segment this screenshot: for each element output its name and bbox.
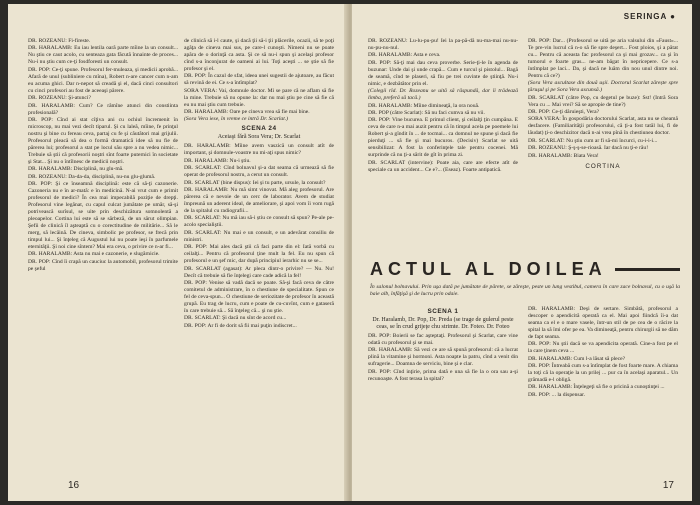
right-column-4	[528, 306, 678, 476]
dialogue-line: DR. POP: Ar fi de dorit să fii mai puţin indiscret...	[184, 322, 297, 329]
book-spread	[8, 4, 692, 501]
dialogue-line: DR. POP: Şi ce înseamnă disciplină: este că să-ţi cazonerie. Cazoneria nu e în ar-mată: e în medicină. N-ai vrut cum e primit profesorul de medici? În cea mai impecabilă poziţie de drepţi. Profesorul vine legănat, cu capul culcat jumătate pe umăr, să-şi potrivească surîsul, se uite prin deschizătura somnolentă a pleoapelor. Cortina lui este să se sărbeză, de un sărut olimpian. Şefii de clinică îl aşteaptă cu o corectitudine de militărie... Să le merg, să lecăină. De cineva, simbolic pe profesor, se frecă prin timpul lui... Şi înţeleg că Augustul lui nu poate ieşi în parfumele eternităţii. Şi noi cine sîntem? Mai era ceva, o privire ce n-ar fi...	[28, 181, 178, 250]
dialogue-line: DR. ROZEANU: Lu-lu-pu-pu! Iei la pa-pă-dă nu-ma-mai nu-nu-nu-pu-nu-nul.	[368, 38, 518, 51]
left-page	[8, 4, 348, 501]
dialogue-line: DR. HARALAMB: Eu iau lentila oară parte mîine la un consult... Nu ştiu ce caut acolo, cu senteaza gata făcută înnainte de proces... Nu-i nu ştiu cum ce-ţi fosdforesti un consult.	[28, 45, 178, 66]
dialogue-line: DR. ROZEANU: Da-da-da, disciplină, nu-nu glu-glumă.	[28, 173, 156, 180]
dialogue-line: DR. POP: Nu ştii dacă se va apendicita operată. Cine-a fost pe el la care ţinem ceva ...	[528, 341, 678, 355]
right-page	[352, 4, 692, 501]
dialogue-line: DR. POP: În cazul de sfat, ideea unei sugestii de ajutoare, au făcut să revină de ei. Ce s-a întîmplat?	[184, 73, 334, 87]
dialogue-line: DR. HARALAMB: Nu mă simt vinovat. Mă aleg profesorul. Are părerea că e nevoie de un cerc de laborator. Avem de studiat împreună un aderent ideal, de ameliorare, şi apoi vom îi vom rugă de la spitalul cu radiografii...	[184, 187, 334, 214]
dialogue-line: DR. SCARLAT (către Pop, cu degetul pe buze): Sst! (Intră Sora Vera cu ... Mai vrei? Să se apropie de tine?)	[528, 94, 678, 108]
dialogue-line: DR. HARALAMB: Înţelegeţi să fie o pricină a cunoştinţei ...	[528, 384, 665, 391]
dialogue-line: DR. POP: Dar... (Profesorul se uită pe aria valsului din «Faust»... Te pre-vin lucrul că n-o să fie spre deşert... Fost ploios, şi a pătat cu... Pentru că aceasta fac profesorul ca şi mai grozav... ca şi în tumorul e foarte gras... ne-am băgat în nepricepere. Ce s-a întîmplat pe laci... Da, şi dacă ne luăm din nou unul dintre noi. Pentru că ce?)	[528, 38, 678, 79]
dialogue-line: DR. POP: Venise să vadă dacă se poate. Să-şi facă ceva de câtre comitetul de administrare, în o chestiune de specialitate. Spun ce fel de ceva-spun... O chestiune de seriozitate de profesor în această grupă. Eu trag de lucru, cum e poate de cu-cuvînt, cum e gataseră în care trebuie să... Să înţeleg că... şi nu ştie.	[184, 279, 334, 314]
magazine-logo: SERINGA ●	[623, 12, 676, 21]
dialogue-line: DR. POP: Cînd inţirie, prima dată e una să fie la o ora sau a-şi recunoaşte. A fost terasa la spital?	[368, 368, 518, 382]
dialogue-line: DR. POP: Să-ţi mai dau ceva proverbe. Serie-ţi-le în agenda de buzunar: Unde dai şi unde crapă... Cum e turcul şi pistolul... Bagă de seamă, cînd te plaseri, să fiu pe trei cuvinte de ştiinţă. Nu-i nimic, e dezbătător prin el.	[368, 59, 518, 87]
dialogue-line: DR. HARALAMB: Biata Vera!	[528, 152, 599, 159]
dialogue-line: (Sora Vera iese, în vreme ce intră Dr. Scarlat.)	[184, 116, 289, 123]
dialogue-line: DR. HARALAMB: Nu-i ştiu.	[184, 157, 251, 164]
act-title: ACTUL AL DOILEA	[370, 259, 680, 280]
dialogue-line: DR. HARALAMB: Deşi de sertare. Simbătă, profesorul a descoper o apendicită operată ca el. Mai apoi fiindcă îi-a dat seama ca el e o mare vasele, într-un stil de pe cea de o răcire la spital la să îmi ofer pe ea. Va dimineaţă, pentru chirurgii să ne dăm de fapt seama.	[528, 306, 678, 340]
dialogue-line: DR. POP: ... la dispensar.	[528, 391, 586, 398]
curtain-label: CORTINA	[585, 162, 621, 170]
dialogue-line: SORA VERA: Vai, domnule doctor. Mi se pare că ne aflam să fie la mine. Trebuie să nu opune la: dar nu mai ştiu pe cine să fie că eu nu mai ştiu cum trebuie.	[184, 87, 334, 108]
dialogue-line: DR. ROZEANU: Fi-fireste.	[28, 38, 91, 44]
dialogue-line: DR. POP: Ce-ţi spune. Profesorul fer-muleaza, şi medicii aprobă... Afară de unul (subliniere cu mîna), Robert n-are cancer cum n-am eu acuma ghici. Dar n-nepot să creadă şi el, dacă cinci consultori cu cinci profesori au fost de aceeaşi părere.	[28, 66, 178, 94]
dialogue-line: (Sora Vera ascultase din două ușii. Doctorul Scarlat zărește spre ţăruşul şi pe Sora Vera ascunsă.)	[528, 80, 678, 94]
left-column-2	[184, 38, 334, 478]
page-number-right: 17	[662, 480, 674, 491]
dialogue-line: DR. HARALAMB: Asta e ceva.	[368, 52, 441, 59]
dialogue-line: DR. ROZEANU: Şi-atunci?	[28, 95, 91, 102]
dialogue-line: DR. SCARLAT: Cînd bolnavul şi-a dat seama că urmează să fie operat de profesorul nostru, a cerut un consult.	[184, 165, 334, 179]
dialogue-line: DR. POP: Boierii se fac aşteptaţi. Profesorul şi Scarlat, care vine odată cu profesorul şi se mai.	[368, 332, 518, 346]
dialogue-line: DR. ROZEANU: Ş-ş-ş-se-rioasă. Iar dacă nu ţi-e rău!	[528, 145, 649, 152]
dialogue-line: DR. HARALAMB: Mîine avem vaszică un consult atît de important, şi domnule-voastre nu mi-aţi spus nimic?	[184, 143, 334, 157]
dialogue-line: DR. POP: Cînd ai stat cîţiva ani cu ochiul încremenit în microscop, nu mai vezi decît tiparul. Şi cu laleă, mîine, fe prinţul nostru şi bine cu fereau ceva, partaj cu fe şi căutători mai grijulii. Profesorul pleacă să dea o formă dramatică idee să nu fie de părerea lui; profesorul a stat pe locul său spre a nu vedea nimic... Trebuie să ştii că profesorii noştri sînt foarte puternici în societate şi Stat... Şi nu o întîlnesc de medicii noştri.	[28, 116, 178, 165]
dialogue-line: (Colegii rîd. Dr. Rozeanu se uită să răspundă, dar îi trădează limba, preferă să tacă.)	[368, 88, 518, 102]
page-number-left: 16	[68, 480, 80, 491]
dialogue-line: SORA VERA: În gospodăria doctorului Scarlat, asta nu se cheamă desfacere. (Familiarităţii profesorului, că ţi-a fost tatăl lui, fi de lăudat) ţi-o deschizitor dacă n-ai vrea pînă în chestiunea doctor.	[528, 116, 678, 137]
dialogue-line: DR. HARALAMB: Să vezi ce are să spună profesorul: că a lucrat plină la vitamine şi hormoni. Asta noapte la patru, cînd a venit din sufragerie... Doamna de serviciu, bine şi e clar.	[368, 347, 518, 368]
act-intro: În salonul bolnavului. Prin uşa dată pe jumătate de părete, se zăreşte, peste un lung vestibul, camera în care zace bolnavul, cu o uşă la baie alb, înfăţişă şi de lucru prin odaie.	[370, 284, 680, 297]
dialogue-line: DR. HARALAMB: Cum l-a lăsat să plece?	[528, 355, 626, 362]
dialogue-line: DR. POP: Întreabă cum s-a întîmplat de fost foarte mare. A chiama la toţi că la operaţie la un prilej ... pur ca în acelaşi aparatul... Un grămadă e-l obligă.	[528, 363, 678, 384]
dialogue-line: DR. POP (către Scarlat): Să nu faci cumva să nu vii.	[368, 110, 485, 117]
dialogue-line: DR. HARALAMB: Disciplină, nu glu-mă.	[28, 166, 124, 173]
left-column-1	[28, 38, 178, 478]
dialogue-line: DR. POP: Cînd îi crapă un cauciuc la automobil, profesorul trimite pe şeful	[28, 258, 178, 272]
scene-heading: SCENA 1	[427, 308, 459, 315]
scene-subtitle: Aceiaşi fără Sora Vera; Dr. Scarlat	[217, 134, 301, 141]
dialogue-line: DR. SCARLAT: Nu mai e un consult, e un adevărat consiliu de ministri.	[184, 229, 334, 243]
dialogue-line: DR. SCARLAT (agasat): Ar pleca dintr-o privire? — Nu. Nu! Decît că trebuie să fie înţelegi care cade adică la fel!	[184, 265, 334, 279]
dialogue-line: DR. SCARLAT: Nu ştiu cum ar fi să-mi încurci, cu-i-i-i...	[528, 137, 658, 144]
dialogue-line: DR. POP: Mai ales dacă ştii că faci parte din el: Iată vorbă cu ceilalţi... Pentru că profesorul ţine mult la fel. Eu nu spun că profesorul e un şef mic, dar după principiul ierarhic nu se se...	[184, 244, 334, 265]
dialogue-line: DR. POP: Vine bucurea. E primul client, şi ceilalţi ţin cumpăna. E ceva de care n-a mai auzit pentru că în timpul acela pe poemele lui Robert şi-a gîndit în ... de tocmai... ca domnul ne spune şi dacă fie pierduţi ... să fie şi mai bucuros. (Decisiv) Scarlat se uită sensibilizat: A fost la conferinţele tale pentru cocenei. Mă surprinde că nu ţi-a sărit de gît în prima zi.	[368, 117, 518, 159]
dialogue-line: de clinică să i-l caute, şi dacă ţii să-i ţii plăcerile, ocazii, să te poţi agăţa de cineva mai sus, pe care-l cunoşti. Nimeni nu se poate apăra de o dorinţă ca asta. Şi ce să nu-i spun şi acelaşi profesor cînd s-a înconjurat de oameni ai lui. Toţi aceşti ... se ştie să fie profesor şi el.	[184, 38, 334, 72]
dialogue-line: DR. SCARLAT (bine dispus): Iei şi tu parte, ursule, la consult?	[184, 179, 326, 186]
dialogue-line: DR. POP: Ce-ţi dăruieşti, Vera?	[528, 109, 600, 116]
dialogue-line: DR. HARALAMB: Mîine dimineaţă, la ora nouă.	[368, 102, 480, 109]
dialogue-line: DR. HARALAMB: Asta nu mai e cazonerie, e slugărnicie.	[28, 251, 160, 258]
right-column-3	[368, 306, 518, 476]
dialogue-line: DR. SCARLAT (intervine): Poate aia, care are efecte atît de speciale ca un accident... Ce e?... (Eseaz). Foarte antipatică.	[368, 159, 518, 173]
scene-heading: SCENA 24	[241, 125, 277, 133]
scene-subtitle: Dr. Haralamb, Dr. Pop, Dr. Preda (se trage de gulerul peste ceas, se în crud grijeţe chu strimte. Dr. Foteo. Dr. Foteo	[372, 316, 514, 330]
dialogue-line: DR. SCARLAT: Şi dacă nu sînt de acord cu...	[184, 315, 287, 322]
dialogue-line: DR. HARALAMB: Oare pe cineva vrea să fie mai bine.	[184, 109, 310, 116]
right-column-1	[368, 38, 518, 256]
dialogue-line: DR. HARALAMB: Cum? Ce rămîne atunci din constiinta profesională?	[28, 102, 178, 116]
dialogue-line: DR. SCARLAT: Nu mă iau să-i știu ce consult să spun? Pe-ale pe-acolo specialiştii.	[184, 215, 334, 229]
right-column-2	[528, 38, 678, 256]
